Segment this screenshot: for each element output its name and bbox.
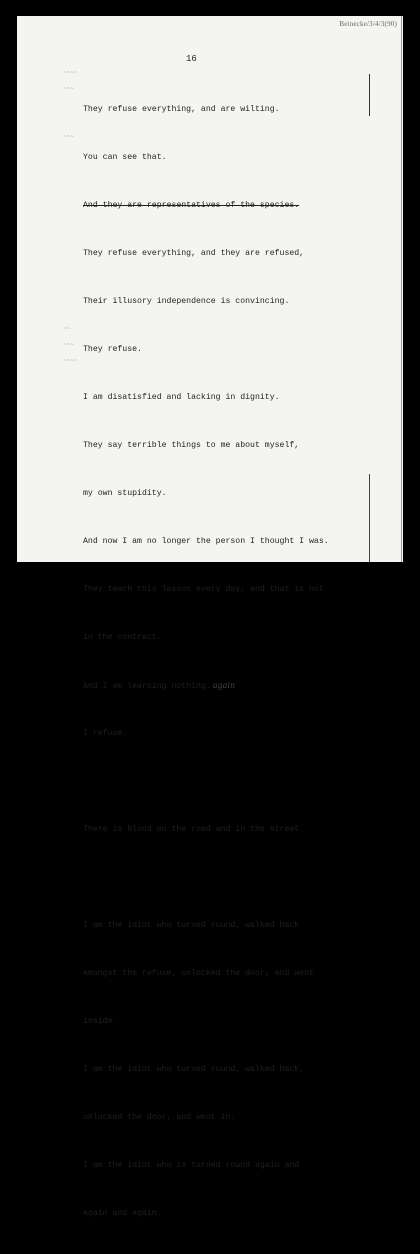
margin-rule-mark bbox=[369, 74, 370, 116]
blank-line bbox=[83, 774, 383, 790]
text-line: unlocked the door, and went in. bbox=[83, 1113, 236, 1122]
typescript-body bbox=[83, 70, 383, 1254]
margin-bleed-mark: ~~~~ bbox=[63, 357, 78, 364]
text-line: Their illusory independence is convincing. bbox=[83, 297, 290, 306]
text-line: They say terrible things to me about myself, bbox=[83, 441, 300, 450]
text-line: I am the idiot who turned round, walked back, bbox=[83, 1065, 305, 1074]
margin-bleed-mark: ~~~ bbox=[63, 341, 74, 348]
text-line: They refuse everything, and they are refused, bbox=[83, 249, 305, 258]
margin-bleed-mark: ~~~~ bbox=[63, 69, 78, 76]
text-line: They refuse everything, and are wilting. bbox=[83, 105, 280, 114]
text-line: again and again. bbox=[83, 1209, 162, 1218]
margin-bleed-mark: ~~~ bbox=[63, 133, 74, 140]
text-line: my own stupidity. bbox=[83, 489, 167, 498]
handwritten-addition: again bbox=[212, 681, 236, 690]
text-line: They teach this lesson every day, and that is not bbox=[83, 585, 324, 594]
text-line: amongst the refuse, unlocked the door, and went bbox=[83, 969, 314, 978]
text-line: And now I am no longer the person I thought I was. bbox=[83, 537, 329, 546]
text-line: I am the idiot who turned round, walked back bbox=[83, 921, 300, 930]
text-line: You can see that. bbox=[83, 153, 167, 162]
page-edge-line bbox=[401, 16, 402, 562]
text-line: And I am learning nothing. bbox=[83, 682, 211, 691]
text-line: I refuse. bbox=[83, 729, 128, 738]
archive-reference-mark: Beinecke/3/4/3(90) bbox=[339, 20, 397, 28]
margin-bleed-mark: ~~~ bbox=[63, 85, 74, 92]
margin-rule-mark bbox=[369, 474, 370, 562]
struck-text-line: And they are representatives of the species. bbox=[83, 201, 300, 210]
page-number: 16 bbox=[186, 54, 197, 64]
section-heading-line: There is blood on the road and in the street bbox=[83, 825, 300, 834]
margin-bleed-mark: ~~ bbox=[63, 325, 71, 332]
blank-line bbox=[83, 870, 383, 886]
text-line: in the contract. bbox=[83, 633, 162, 642]
document-page bbox=[17, 16, 403, 1218]
text-line: inside. bbox=[83, 1017, 118, 1026]
text-line: I am disatisfied and lacking in dignity. bbox=[83, 393, 280, 402]
text-line: I am the idiot who is turned round again and bbox=[83, 1161, 300, 1170]
text-line: They refuse. bbox=[83, 345, 142, 354]
text-line-with-annotation bbox=[83, 678, 383, 694]
